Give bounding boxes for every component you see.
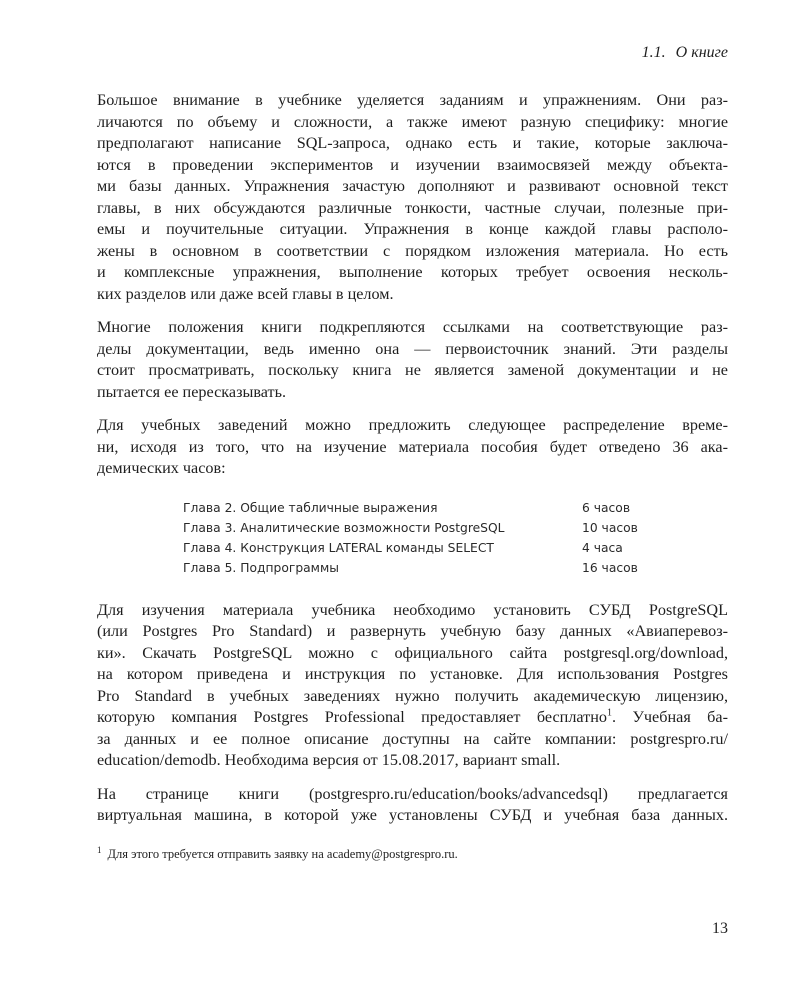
text-line: демических часов: <box>97 459 226 477</box>
text-line: главы, в них обсуждаются различные тонкости, частные случаи, полезные при- <box>97 198 728 217</box>
schedule-row <box>183 518 653 538</box>
text-line: жены в основном в соответствии с порядком изложения материала. Но есть <box>97 241 728 260</box>
footnote <box>97 845 728 862</box>
chapter-name: Глава 4. Конструкция LATERAL команды SELECT <box>183 540 494 555</box>
schedule-row <box>183 558 653 578</box>
chapter-hours: 10 часов <box>582 520 638 535</box>
text-line: за данных и ее полное описание доступны на сайте компании: postgrespro.ru/ <box>97 729 728 748</box>
text-line: виртуальная машина, в которой уже установлены СУБД и учебная база данных. <box>97 806 728 824</box>
text-line: личаются по объему и сложности, а также имеют разную специфику: многие <box>97 112 728 131</box>
text-line: ких разделов или даже всей главы в целом. <box>97 284 394 303</box>
page-number: 13 <box>712 920 728 937</box>
text-line: пытается ее пересказывать. <box>97 382 287 401</box>
chapter-hours: 16 часов <box>582 560 638 575</box>
text-line: Для изучения материала учебника необходимо установить СУБД PostgreSQL <box>97 600 728 619</box>
text-line: Pro Standard в учебных заведениях нужно получить академическую лицензию, <box>97 686 728 705</box>
schedule-row <box>183 498 653 518</box>
chapter-hours: 6 часов <box>582 500 631 515</box>
text-segment: . Учебная ба- <box>612 708 728 726</box>
paragraph-virtual-machine <box>97 784 728 827</box>
text-line: ми базы данных. Упражнения зачастую дополняют и развивают основной текст <box>97 177 728 195</box>
page-body <box>97 90 728 862</box>
text-line: Большое внимание в учебнике уделяется заданиям и упражнениям. Они раз- <box>97 91 728 109</box>
text-line: ки». Скачать PostgreSQL можно с официального сайта postgresql.org/download, <box>97 643 728 662</box>
footnote-reference[interactable]: 1 <box>607 707 612 719</box>
text-line: На странице книги (postgrespro.ru/education/books/advancedsql) предлагается <box>97 784 728 803</box>
paragraph-exercises <box>97 90 728 305</box>
text-line: емы и поучительные ситуации. Упражнения в конце каждой главы располо- <box>97 220 728 238</box>
text-line: ются в проведении экспериментов и изучении взаимосвязей между объекта- <box>97 155 728 174</box>
text-line: предполагают написание SQL-запроса, однако есть и такие, которые заключа- <box>97 134 728 152</box>
paragraph-schedule-intro <box>97 415 728 480</box>
schedule-row <box>183 538 653 558</box>
text-line: на котором приведена и инструкция по установке. Для использования Postgres <box>97 665 728 683</box>
text-line: и комплексные упражнения, выполнение которых требует освоения несколь- <box>97 263 728 281</box>
text-line: education/demodb. Необходима версия от 15.08.2017, вариант small. <box>97 751 561 769</box>
paragraph-documentation <box>97 317 728 403</box>
section-title: О книге <box>675 44 728 61</box>
text-line: ни, исходя из того, что на изучение материала пособия будет отведено 36 ака- <box>97 437 728 456</box>
text-line: делы документации, ведь именно она — первоисточник знаний. Эти разделы <box>97 339 728 358</box>
chapter-name: Глава 2. Общие табличные выражения <box>183 500 438 515</box>
chapter-hours: 4 часа <box>582 540 623 555</box>
text-line: Для учебных заведений можно предложить следующее распределение време- <box>97 416 728 434</box>
hours-schedule-table <box>183 498 653 578</box>
text-line: Многие положения книги подкрепляются ссылками на соответствующие раз- <box>97 318 728 336</box>
text-line-with-footnote <box>97 707 728 729</box>
footnote-text: Для этого требуется отправить заявку на academy@postgrespro.ru. <box>107 846 458 861</box>
chapter-name: Глава 3. Аналитические возможности PostgreSQL <box>183 520 505 535</box>
section-number: 1.1. <box>641 44 666 61</box>
text-line: стоит просматривать, поскольку книга не является заменой документации и не <box>97 361 728 379</box>
footnote-mark: 1 <box>97 844 102 855</box>
running-head <box>642 44 728 62</box>
text-segment: которую компания Postgres Professional предоставляет бесплатно <box>97 708 607 726</box>
text-line: (или Postgres Pro Standard) и развернуть учебную базу данных «Авиаперевоз- <box>97 622 728 640</box>
chapter-name: Глава 5. Подпрограммы <box>183 560 339 575</box>
paragraph-installation <box>97 600 728 772</box>
